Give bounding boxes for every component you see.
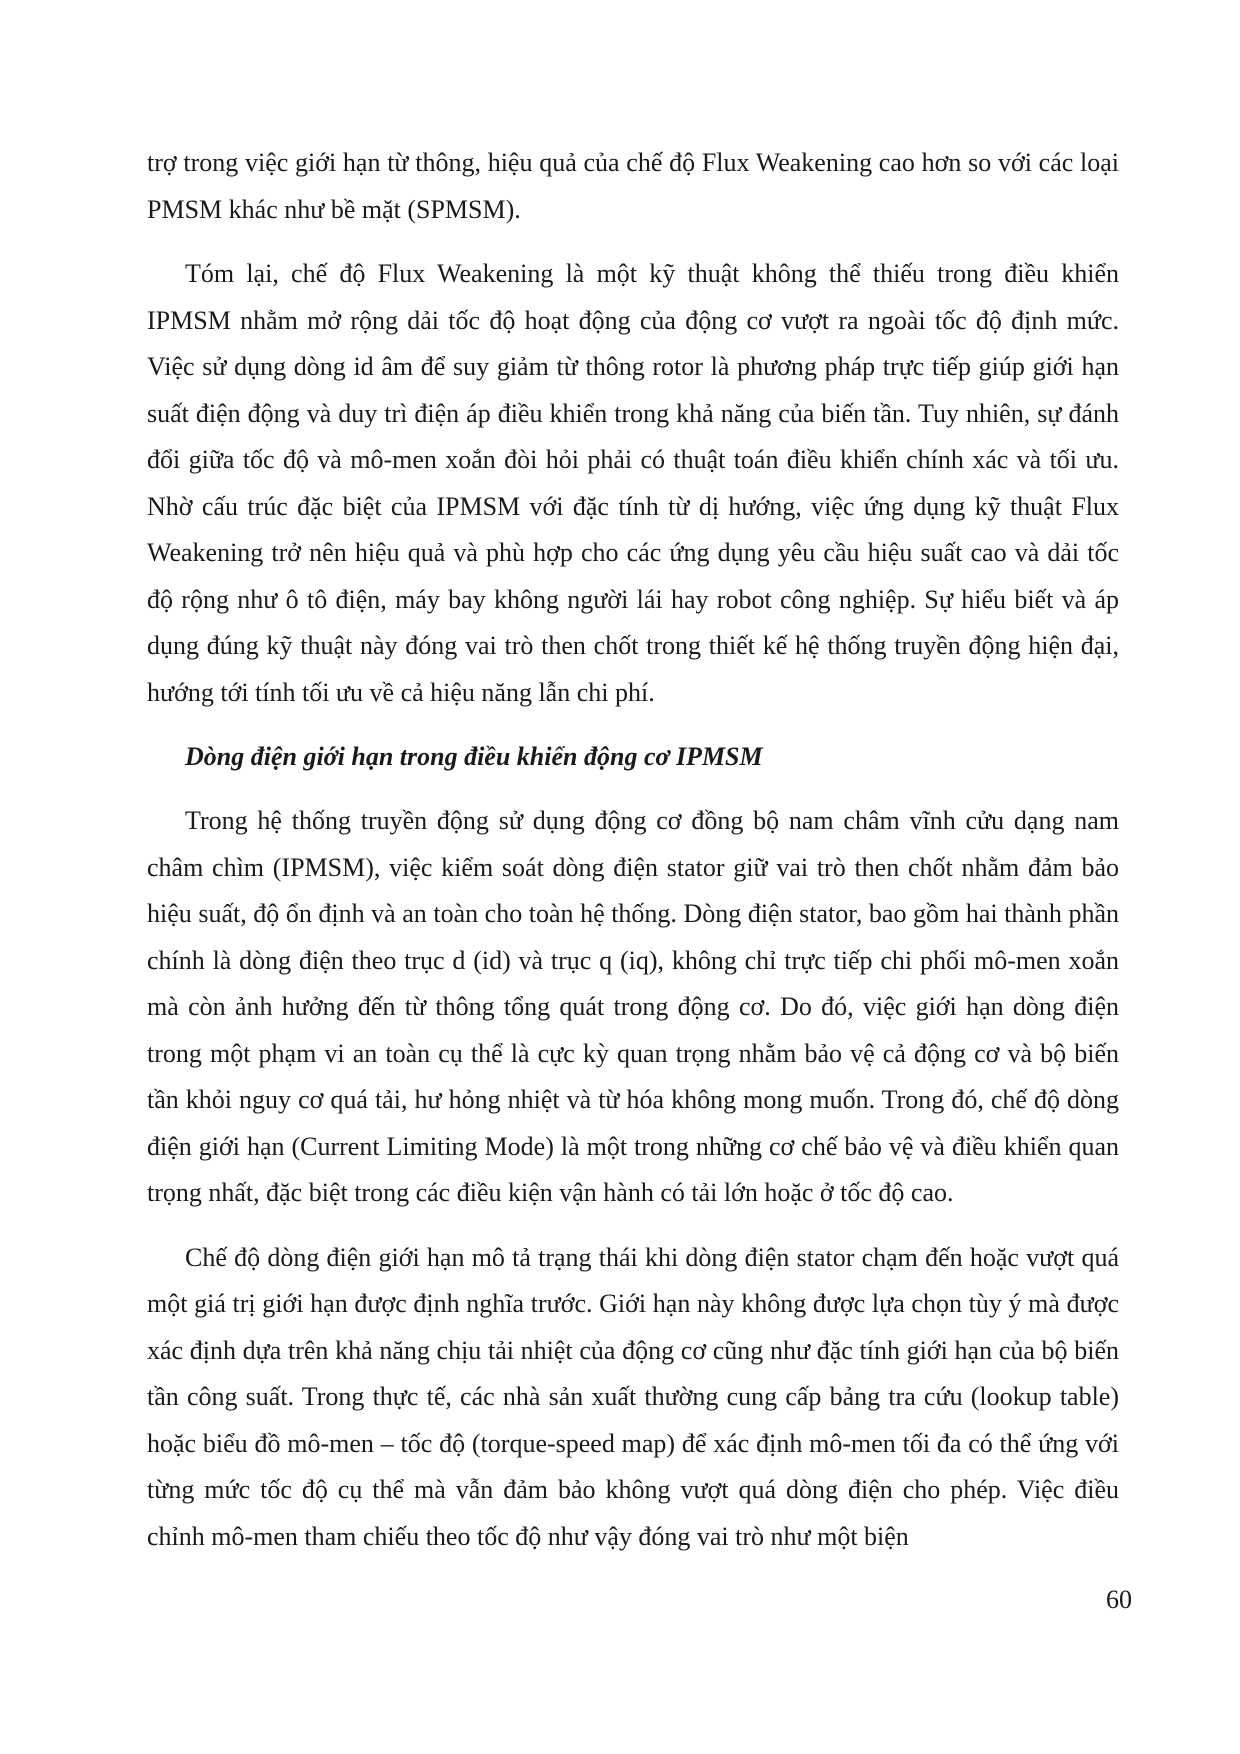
paragraph-current-limit-intro: Trong hệ thống truyền động sử dụng động cơ đồng bộ nam châm vĩnh cửu dạng nam châm chìm (IPMSM), việc kiểm soát dòng điện stator giữ vai trò then chốt nhằm đảm bảo hiệu suất, độ ổn định và an toàn cho toàn hệ thống. Dòng điện stator, bao gồm hai thành phần chính là dòng điện theo trục d (id) và trục q (iq), không chỉ trực tiếp chi phối mô-men xoắn mà còn ảnh hưởng đến từ thông tổng quát trong động cơ. Do đó, việc giới hạn dòng điện trong một phạm vi an toàn cụ thể là cực kỳ quan trọng nhằm bảo vệ cả động cơ và bộ biến tần khỏi nguy cơ quá tải, hư hỏng nhiệt và từ hóa không mong muốn. Trong đó, chế độ dòng điện giới hạn (Current Limiting Mode) là một trong những cơ chế bảo vệ và điều khiển quan trọng nhất, đặc biệt trong các điều kiện vận hành có tải lớn hoặc ở tốc độ cao. <box>147 806 1119 1207</box>
paragraph-continuation: trợ trong việc giới hạn từ thông, hiệu quả của chế độ Flux Weakening cao hơn so với các loại PMSM khác như bề mặt (SPMSM). <box>147 148 1119 224</box>
paragraph-current-limit-mode: Chế độ dòng điện giới hạn mô tả trạng thái khi dòng điện stator chạm đến hoặc vượt quá một giá trị giới hạn được định nghĩa trước. Giới hạn này không được lựa chọn tùy ý mà được xác định dựa trên khả năng chịu tải nhiệt của động cơ cũng như đặc tính giới hạn của bộ biến tần công suất. Trong thực tế, các nhà sản xuất thường cung cấp bảng tra cứu (lookup table) hoặc biểu đồ mô-men – tốc độ (torque-speed map) để xác định mô-men tối đa có thể ứng với từng mức tốc độ cụ thể mà vẫn đảm bảo không vượt quá dòng điện cho phép. Việc điều chỉnh mô-men tham chiếu theo tốc độ như vậy đóng vai trò như một biện <box>147 1242 1119 1551</box>
section-heading: Dòng điện giới hạn trong điều khiển động cơ IPMSM <box>185 742 763 771</box>
paragraph-summary: Tóm lại, chế độ Flux Weakening là một kỹ thuật không thể thiếu trong điều khiển IPMSM nhằm mở rộng dải tốc độ hoạt động của động cơ vượt ra ngoài tốc độ định mức. Việc sử dụng dòng id âm để suy giảm từ thông rotor là phương pháp trực tiếp giúp giới hạn suất điện động và duy trì điện áp điều khiển trong khả năng của biến tần. Tuy nhiên, sự đánh đổi giữa tốc độ và mô-men xoắn đòi hỏi phải có thuật toán điều khiển chính xác và tối ưu. Nhờ cấu trúc đặc biệt của IPMSM với đặc tính từ dị hướng, việc ứng dụng kỹ thuật Flux Weakening trở nên hiệu quả và phù hợp cho các ứng dụng yêu cầu hiệu suất cao và dải tốc độ rộng như ô tô điện, máy bay không người lái hay robot công nghiệp. Sự hiểu biết và áp dụng đúng kỹ thuật này đóng vai trò then chốt trong thiết kế hệ thống truyền động hiện đại, hướng tới tính tối ưu về cả hiệu năng lẫn chi phí. <box>147 259 1119 707</box>
page-number: 60 <box>1106 1585 1132 1614</box>
page-content <box>147 140 1119 1560</box>
